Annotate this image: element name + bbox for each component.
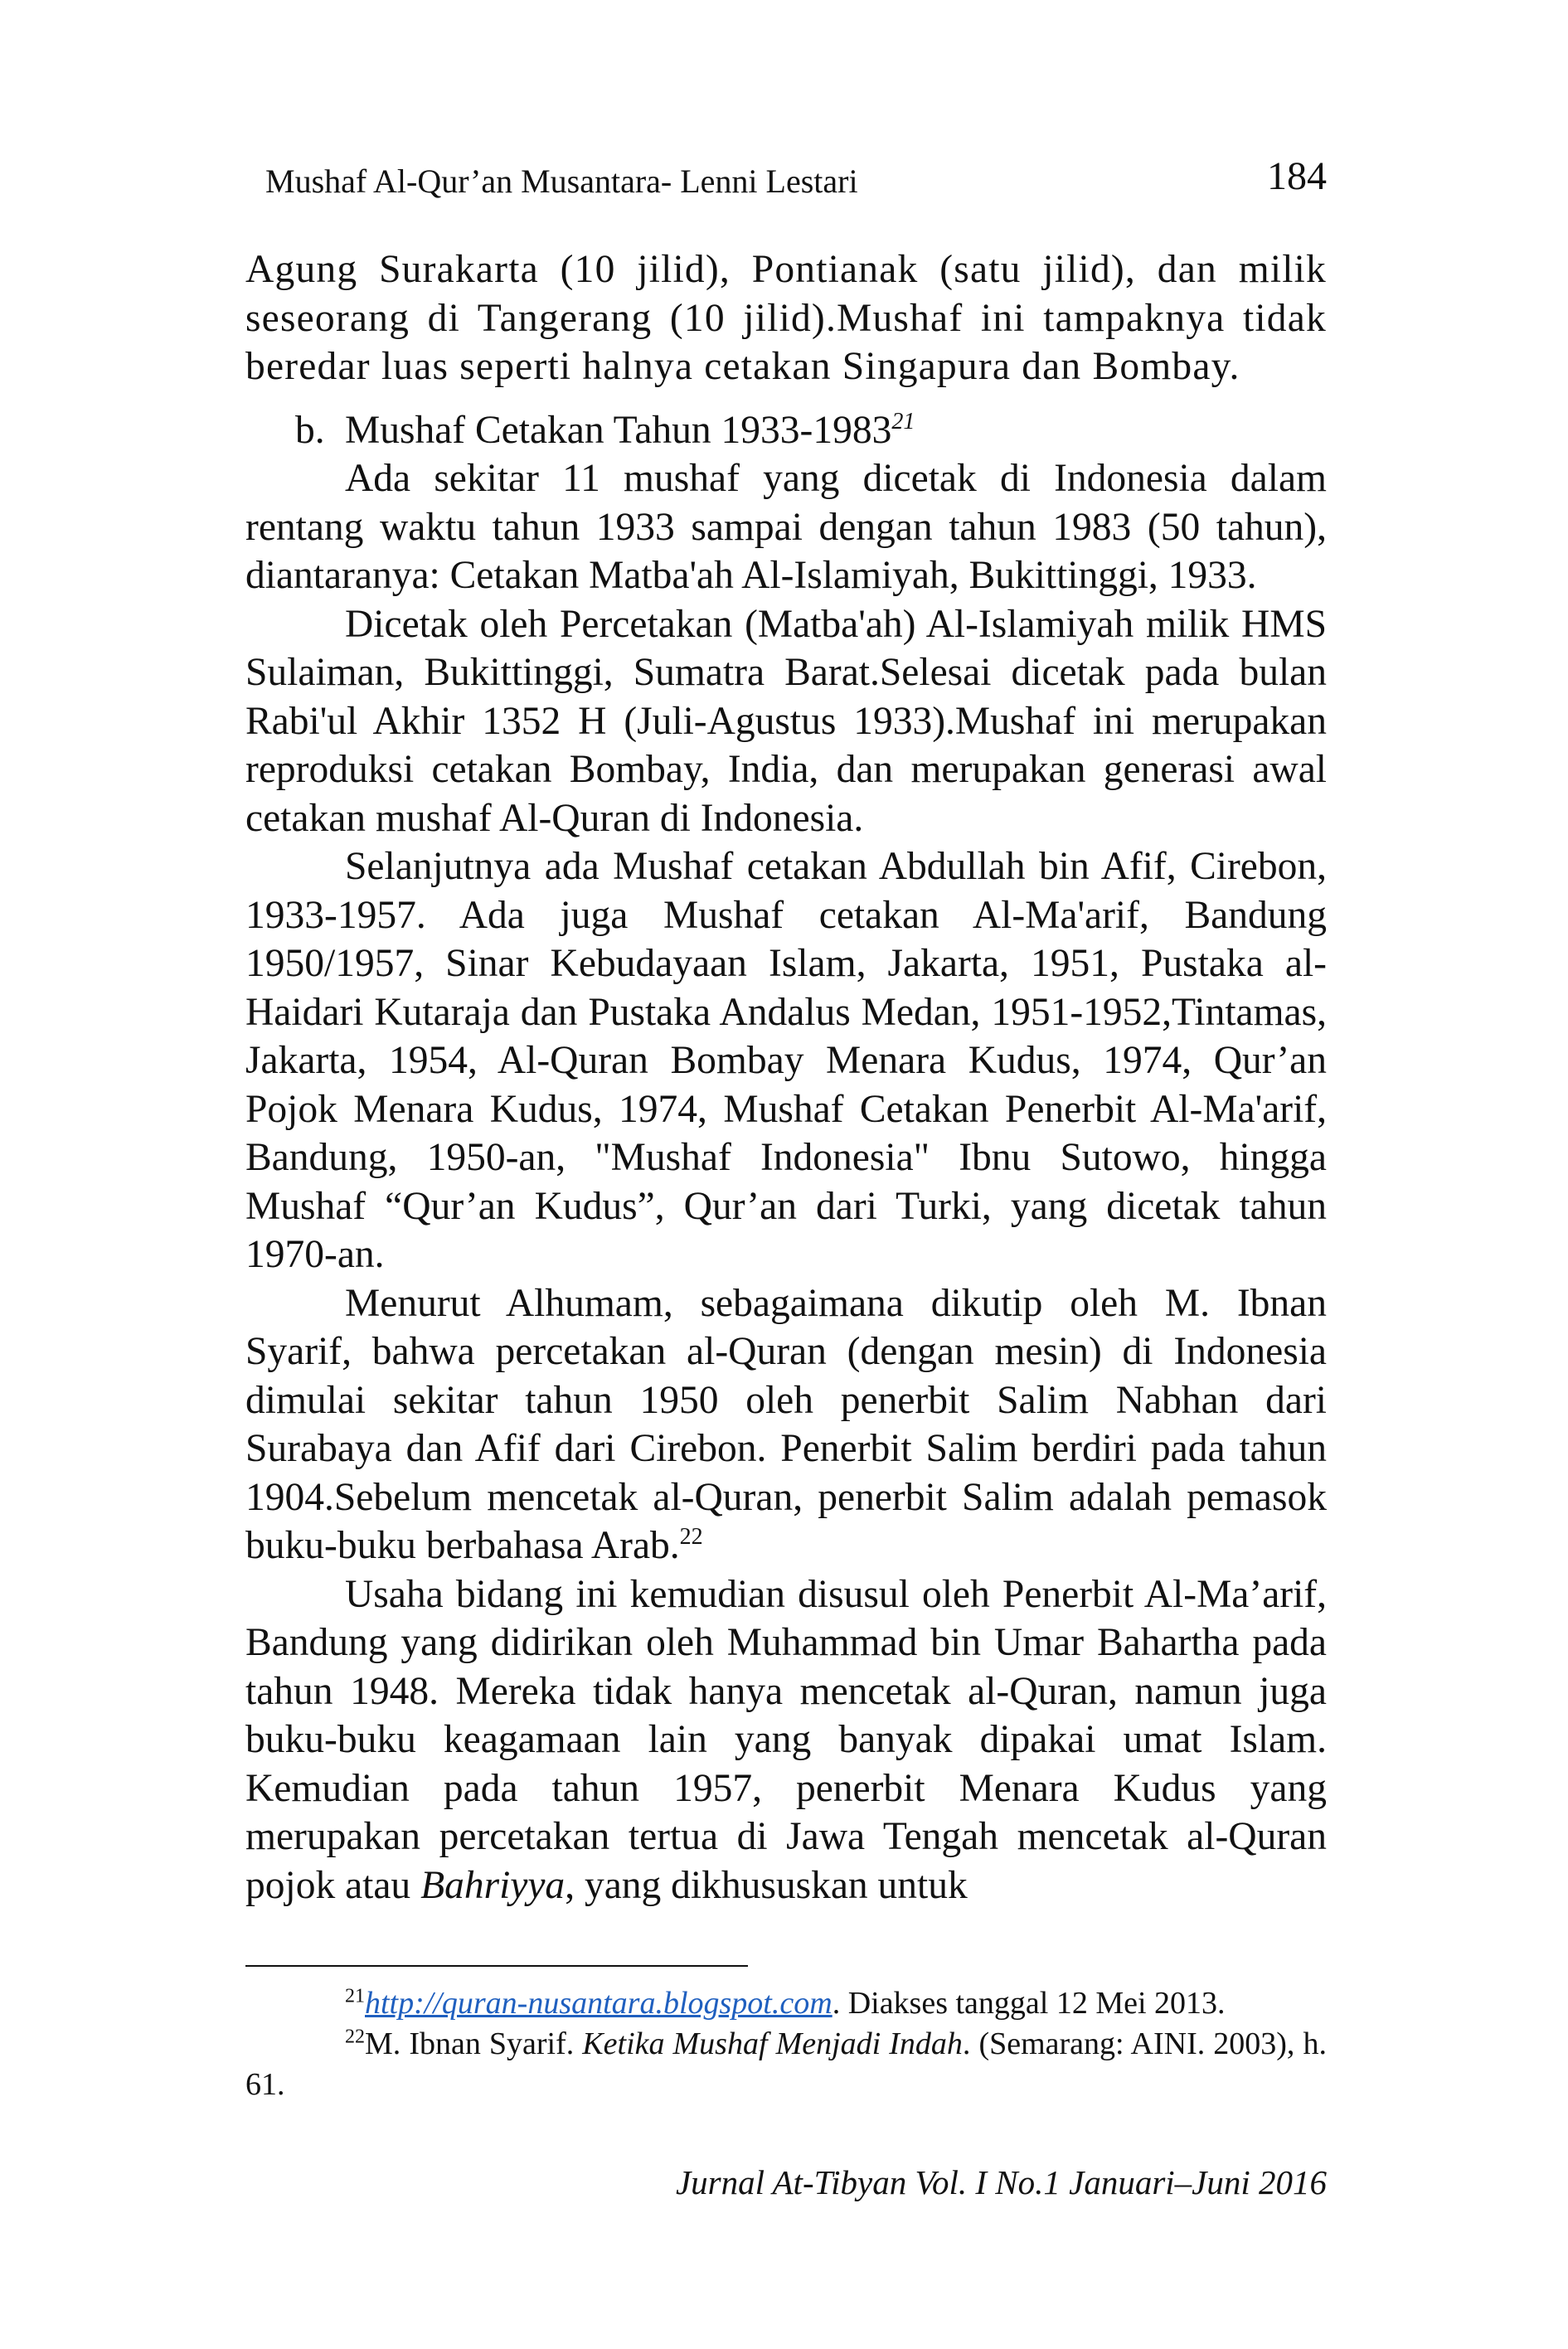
running-header [265, 153, 1327, 203]
paragraph-text: Usaha bidang ini kemudian disusul oleh Penerbit Al-Ma’arif, Bandung yang didirikan oleh Muhammad bin Umar Bahartha pada tahun 1948. Mereka tidak hanya mencetak al-Quran, namun juga buku-buku keagamaan lain yang banyak dipakai umat Islam. Kemudian pada tahun 1957, penerbit Menara Kudus yang merupakan percetakan tertua di Jawa Tengah mencetak al-Quran pojok atau [245, 1572, 1327, 1907]
footnotes [245, 1983, 1327, 2105]
paragraph-text: , yang dikhususkan untuk [565, 1863, 968, 1907]
footnote-text: . Diakses tanggal 12 Mei 2013. [832, 1986, 1226, 2021]
footnote-ref-22[interactable]: 22 [679, 1524, 703, 1551]
page-number: 184 [1267, 154, 1327, 198]
journal-footer: Jurnal At-Tibyan Vol. I No.1 Januari–Juni 2016 [675, 2163, 1327, 2201]
paragraph-text: Menurut Alhumam, sebagaimana dikutip oleh M. Ibnan Syarif, bahwa percetakan al-Quran (dengan mesin) di Indonesia dimulai sekitar tahun 1950 oleh penerbit Salim Nabhan dari Surabaya dan Afif dari Cirebon. Penerbit Salim berdiri pada tahun 1904.Sebelum mencetak al-Quran, penerbit Salim adalah pemasok buku-buku berbahasa Arab. [245, 1281, 1327, 1567]
footnote-ref-21[interactable]: 21 [891, 408, 915, 434]
footnote-21 [245, 1983, 1327, 2024]
footnote-number: 22 [345, 2026, 365, 2048]
footnote-book-title: Ketika Mushaf Menjadi Indah [582, 2026, 963, 2061]
footnote-link[interactable]: http://quran-nusantara.blogspot.com [365, 1986, 833, 2021]
footnote-text: . (Semarang: AINI. 2003), h. 61. [245, 2026, 1327, 2102]
running-title: Mushaf Al-Qur’an Musantara- Lenni Lestari [265, 163, 858, 200]
paragraph [245, 1279, 1327, 1570]
paragraph-continuation: Agung Surakarta (10 jilid), Pontianak (satu jilid), dan milik seseorang di Tangerang (10 jilid).Mushaf ini tampaknya tidak beredar luas seperti halnya cetakan Singapura dan Bombay. [245, 248, 1327, 388]
section-marker: b. [295, 408, 325, 452]
footnote-22 [245, 2024, 1327, 2105]
footnote-number: 21 [345, 1985, 365, 2007]
paragraph: Dicetak oleh Percetakan (Matba'ah) Al-Islamiyah milik HMS Sulaiman, Bukittinggi, Sumatra Barat.Selesai dicetak pada bulan Rabi'ul Akhir 1352 H (Juli-Agustus 1933).Mushaf ini merupakan reproduksi cetakan Bombay, India, dan merupakan generasi awal cetakan mushaf Al-Quran di Indonesia. [245, 602, 1327, 840]
footnote-divider [245, 1965, 748, 1967]
paragraph: Ada sekitar 11 mushaf yang dicetak di Indonesia dalam rentang waktu tahun 1933 sampai dengan tahun 1983 (50 tahun), diantaranya: Cetakan Matba'ah Al-Islamiyah, Bukittinggi, 1933. [245, 457, 1327, 597]
paragraph [245, 1570, 1327, 1910]
section-title: Mushaf Cetakan Tahun 1933-1983 [345, 408, 892, 452]
body-text [245, 245, 1327, 1910]
italic-term: Bahriyya [420, 1863, 566, 1907]
footnote-author: M. Ibnan Syarif. [365, 2026, 583, 2061]
section-heading [245, 406, 1327, 455]
paragraph: Selanjutnya ada Mushaf cetakan Abdullah bin Afif, Cirebon, 1933-1957. Ada juga Mushaf cetakan Al-Ma'arif, Bandung 1950/1957, Sinar Kebudayaan Islam, Jakarta, 1951, Pustaka al-Haidari Kutaraja dan Pustaka Andalus Medan, 1951-1952,Tintamas, Jakarta, 1954, Al-Quran Bombay Menara Kudus, 1974, Qur’an Pojok Menara Kudus, 1974, Mushaf Cetakan Penerbit Al-Ma'arif, Bandung, 1950-an, "Mushaf Indonesia" Ibnu Sutowo, hingga Mushaf “Qur’an Kudus”, Qur’an dari Turki, yang dicetak tahun 1970-an. [245, 845, 1327, 1276]
